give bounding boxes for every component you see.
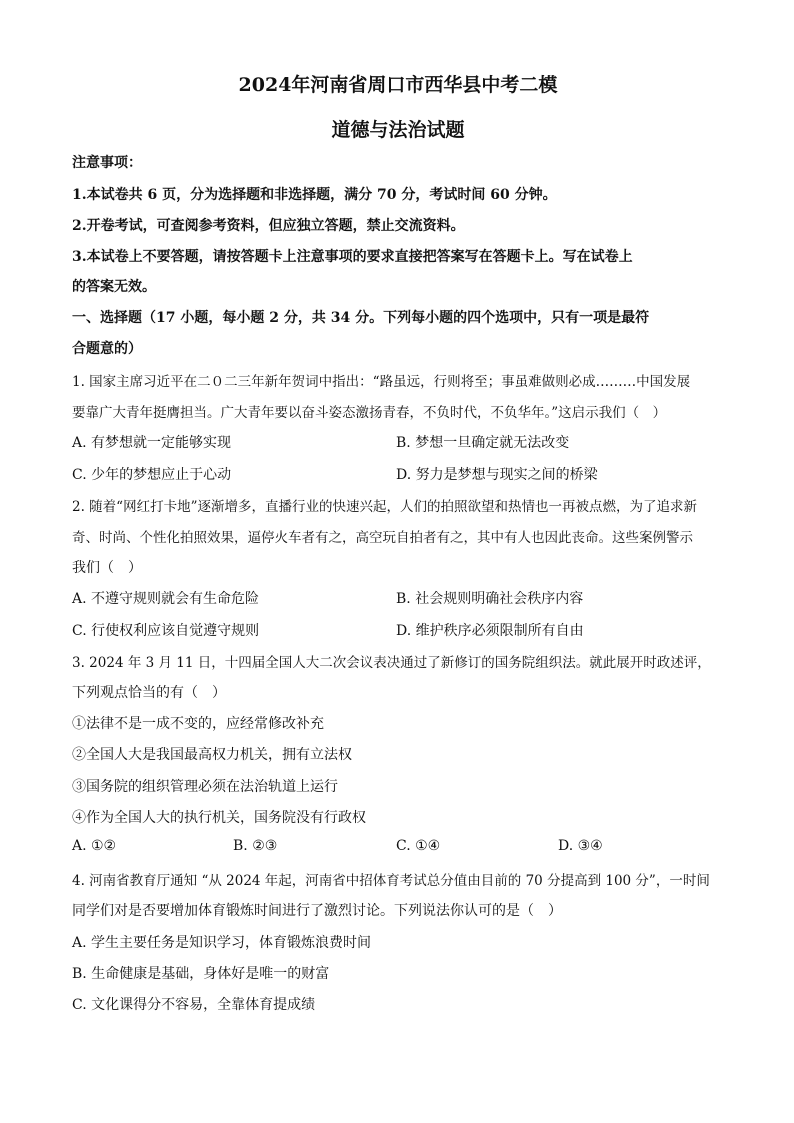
question-3-option-d[interactable]: D. ③④ bbox=[558, 838, 603, 854]
question-1-text: 1. 国家主席习近平在二０二三年新年贺词中指出：“路虽远，行则将至；事虽难做则必成………中国发展 bbox=[72, 374, 691, 390]
question-1-text-cont: 要靠广大青年挺膺担当。广大青年要以奋斗姿态激扬青春，不负时代，不负华年。”这启示我们（ ） bbox=[72, 405, 667, 421]
question-1-option-b[interactable]: B. 梦想一旦确定就无法改变 bbox=[396, 435, 570, 451]
question-3-statement-3: ③国务院的组织管理必须在法治轨道上运行 bbox=[72, 779, 338, 795]
notice-item-3: 3.本试卷上不要答题，请按答题卡上注意事项的要求直接把答案写在答题卡上。写在试卷上 bbox=[72, 249, 633, 265]
question-1-option-c[interactable]: C. 少年的梦想应止于心动 bbox=[72, 467, 232, 483]
question-2-option-a[interactable]: A. 不遵守规则就会有生命危险 bbox=[72, 591, 260, 607]
question-3-statement-2: ②全国人大是我国最高权力机关，拥有立法权 bbox=[72, 747, 352, 763]
page-subtitle: 道德与法治试题 bbox=[331, 119, 465, 141]
question-2-text: 2. 随着“网红打卡地”逐渐增多，直播行业的快速兴起，人们的拍照欲望和热情也一再被点燃，为了追求新 bbox=[72, 499, 697, 515]
notice-item-2: 2.开卷考试，可查阅参考资料，但应独立答题，禁止交流资料。 bbox=[72, 218, 465, 234]
question-3-statement-4: ④作为全国人大的执行机关，国务院没有行政权 bbox=[72, 810, 366, 826]
section-heading-cont: 合题意的） bbox=[72, 341, 142, 357]
question-4-text-cont: 同学们对是否要增加体育锻炼时间进行了激烈讨论。下列说法你认可的是（ ） bbox=[72, 903, 562, 919]
question-1-option-d[interactable]: D. 努力是梦想与现实之间的桥梁 bbox=[396, 467, 598, 483]
question-3-option-b[interactable]: B. ②③ bbox=[233, 838, 278, 854]
question-3-option-a[interactable]: A. ①② bbox=[72, 838, 117, 854]
notice-heading: 注意事项： bbox=[72, 155, 142, 171]
notice-item-3-cont: 的答案无效。 bbox=[72, 279, 156, 295]
notice-item-1: 1.本试卷共 6 页，分为选择题和非选择题，满分 70 分，考试时间 60 分钟。 bbox=[72, 187, 557, 203]
question-3-option-c[interactable]: C. ①④ bbox=[396, 838, 441, 854]
question-2-text-cont: 奇、时尚、个性化拍照效果，逼停火车者有之，高空玩自拍者有之，其中有人也因此丧命。这些案例警示 bbox=[72, 530, 693, 546]
question-1-option-a[interactable]: A. 有梦想就一定能够实现 bbox=[72, 435, 232, 451]
question-4-text: 4. 河南省教育厅通知 “从 2024 年起，河南省中招体育考试总分值由目前的 70 分提高到 100 分”，一时间 bbox=[72, 873, 710, 889]
question-3-text-cont: 下列观点恰当的有（ ） bbox=[72, 685, 226, 701]
question-2-option-c[interactable]: C. 行使权利应该自觉遵守规则 bbox=[72, 623, 260, 639]
question-3-statement-1: ①法律不是一成不变的，应经常修改补充 bbox=[72, 716, 324, 732]
question-3-text: 3. 2024 年 3 月 11 日，十四届全国人大二次会议表决通过了新修订的国务院组织法。就此展开时政述评， bbox=[72, 655, 711, 671]
question-2-option-b[interactable]: B. 社会规则明确社会秩序内容 bbox=[396, 591, 584, 607]
question-4-option-c[interactable]: C. 文化课得分不容易，全靠体育提成绩 bbox=[72, 997, 316, 1013]
question-4-option-b[interactable]: B. 生命健康是基础，身体好是唯一的财富 bbox=[72, 966, 330, 982]
question-2-option-d[interactable]: D. 维护秩序必须限制所有自由 bbox=[396, 623, 584, 639]
section-heading: 一、选择题（17 小题，每小题 2 分，共 34 分。下列每小题的四个选项中，只有一项是最符 bbox=[72, 310, 650, 326]
page-title: 2024年河南省周口市西华县中考二模 bbox=[238, 74, 558, 96]
question-2-text-end: 我们（ ） bbox=[72, 560, 142, 576]
question-4-option-a[interactable]: A. 学生主要任务是知识学习，体育锻炼浪费时间 bbox=[72, 935, 372, 951]
